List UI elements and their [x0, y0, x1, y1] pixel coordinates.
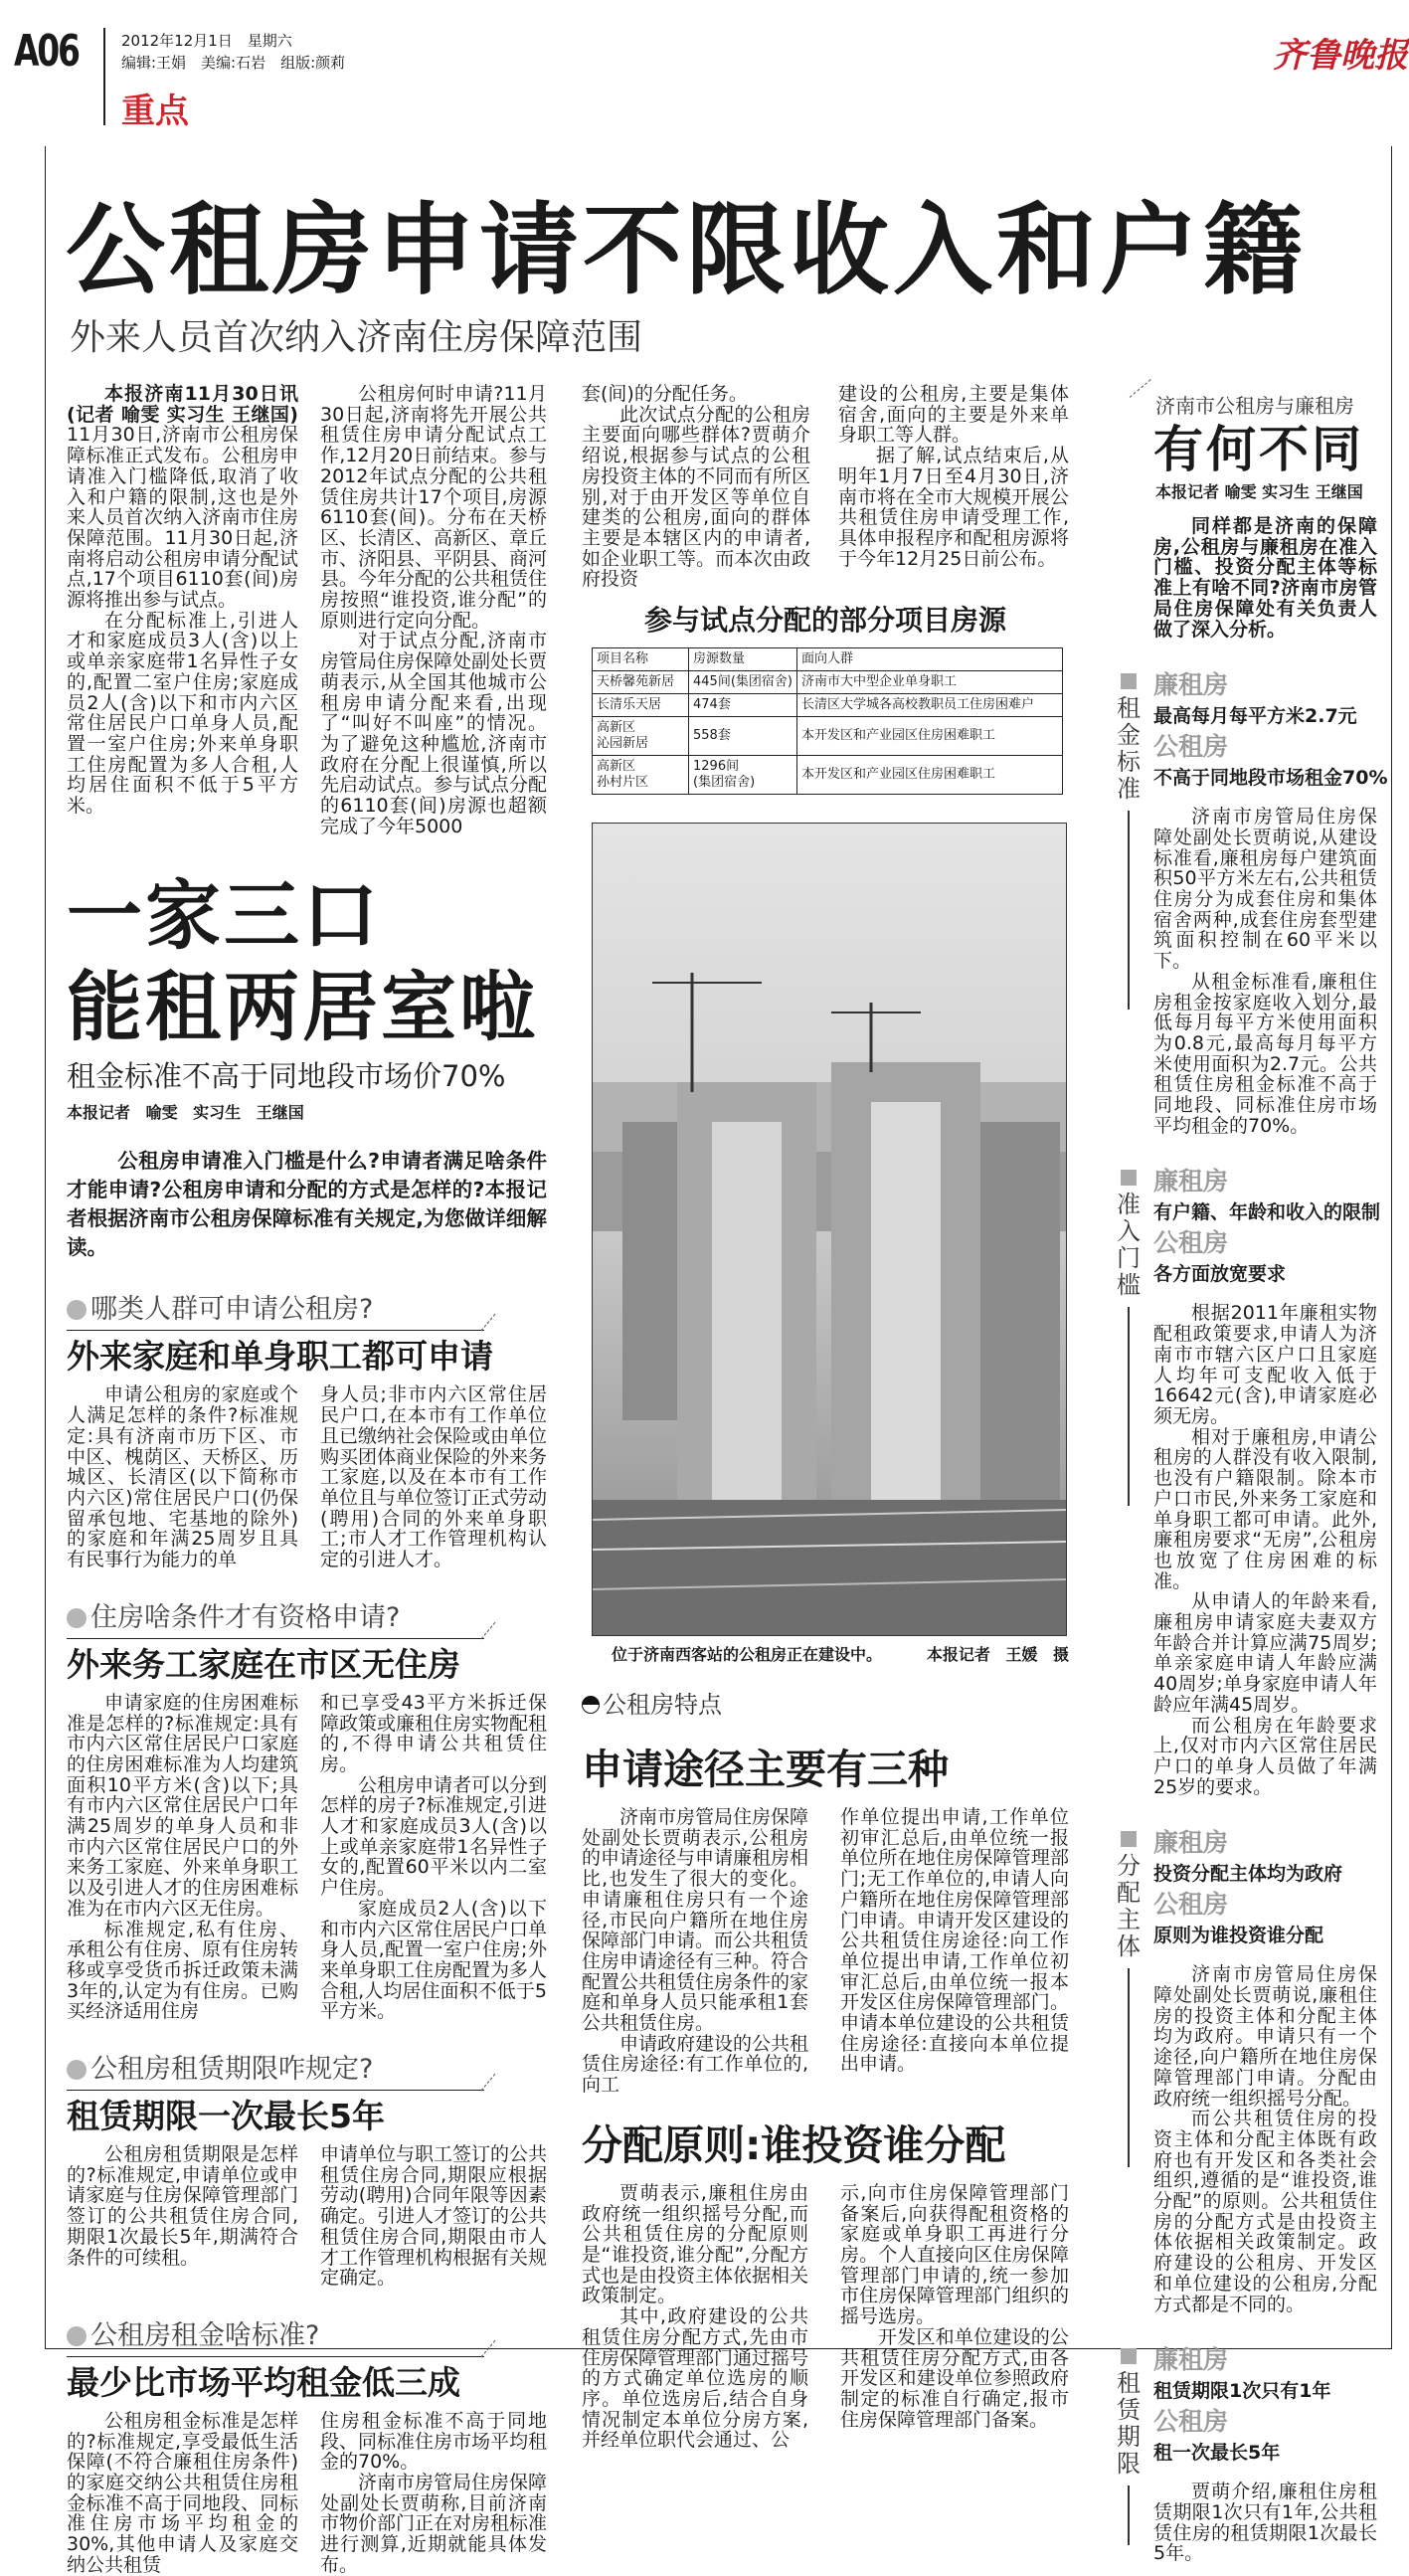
topic-char: 主 — [1117, 1906, 1141, 1934]
question-text: 哪类人群可申请公租房? — [90, 1294, 374, 1326]
slash-decoration — [480, 1622, 496, 1640]
article-paragraph: 标准规定,私有住房、承租公有住房、原有住房转移或享受货币拆迁政策未满3年的,认定为有住房。已购买经济适用住房 — [67, 1918, 298, 2023]
middle-column — [582, 384, 1069, 2451]
guide-header — [67, 870, 547, 1125]
project-name-cell: 高新区 沁园新居 — [593, 717, 689, 756]
section-columns — [67, 1693, 547, 2022]
feature-section — [582, 1744, 1069, 2096]
question-label — [67, 1600, 484, 1639]
gongzu-label: 公租房 — [1153, 1228, 1229, 1258]
housing-projects-table — [592, 647, 1063, 795]
article-paragraph: 根据2011年廉租实物配租政策要求,申请人为济南市市辖六区户口且家庭人均年可支配收入低于16642元(含),申请家庭必须无房。 — [1153, 1302, 1377, 1427]
comparison-body — [1153, 807, 1377, 1136]
feature-heading: 申请途径主要有三种 — [582, 1746, 949, 1794]
gray-square-icon — [1121, 1831, 1137, 1847]
half-circle-icon — [582, 1696, 600, 1714]
feature-col1 — [582, 1807, 808, 2096]
topic-vertical-label — [1114, 2344, 1144, 2564]
gray-square-icon — [1121, 2348, 1137, 2364]
construction-photo — [592, 823, 1067, 1636]
features-label: 公租房特点 — [582, 1690, 1069, 1720]
sidebar-rule — [1128, 1307, 1129, 1506]
topic-char: 租 — [1117, 694, 1141, 723]
photo-caption: 位于济南西客站的公租房正在建设中。 — [612, 1645, 883, 1665]
gongzu-label: 公租房 — [1153, 732, 1229, 762]
section-col1 — [67, 1384, 298, 1569]
main-article-col1 — [67, 384, 298, 817]
sidebar-intro: 同样都是济南的保障房,公租房与廉租房在准入门槛、投资分配主体等标准上有啥不同?济南市房管局住房保障处有关负责人做了深入分析。 — [1153, 515, 1377, 641]
section-col1 — [67, 2144, 298, 2268]
topic-vertical-label — [1114, 669, 1144, 1136]
main-article-col2 — [320, 384, 547, 836]
topic-char: 准 — [1117, 775, 1141, 804]
article-paragraph: 套(间)的分配任务。 — [582, 383, 748, 405]
guide-byline: 本报记者 喻雯 实习生 王继国 — [67, 1103, 304, 1123]
comparison-body — [1153, 2482, 1377, 2564]
guide-section — [67, 1600, 547, 2022]
guide-title-line2: 能租两居室啦 — [67, 963, 538, 1052]
gongzu-label: 公租房 — [1153, 2407, 1229, 2437]
gongzu-point: 租一次最长5年 — [1153, 2442, 1281, 2465]
table-title: 参与试点分配的部分项目房源 — [643, 604, 1006, 638]
article-paragraph: 和已享受43平方米拆迁保障政策或廉租住房实物配租的,不得申请公共租赁住房。 — [320, 1691, 548, 1775]
project-name-cell: 高新区 孙村片区 — [593, 756, 689, 795]
kicker-slash-decoration — [1130, 379, 1151, 398]
feature-col1 — [582, 2183, 808, 2451]
feature-col2 — [840, 2183, 1069, 2430]
topic-char: 期 — [1117, 2423, 1141, 2452]
building-construction-image — [593, 824, 1067, 1636]
article-paragraph: 身人员;非市内六区常住居民户口,在本市有工作单位且已缴纳社会保险或由单位购买团体商业保险的外来务工家庭,以及在本市有工作单位且与单位签订正式劳动(聘用)合同的外来单身职工;市人才工作管理机构认定的引进人才。 — [320, 1383, 548, 1571]
article-paragraph: 作单位提出申请,工作单位初审汇总后,由单位统一报单位所在地住房保障管理部门;无工作单位的,申请人向户籍所在地住房保障管理部门申请。申请开发区建设的公共租赁住房途径:向工作单位提出申请,工作单位初审汇总后,由单位统一报本开发区住房保障管理部门。申请本单位建设的公共租赁住房途径:直接向本单位提出申请。 — [840, 1806, 1069, 2076]
sidebar-rule — [1128, 2485, 1129, 2545]
feature-columns — [582, 1807, 1069, 2096]
main-subhead: 外来人员首次纳入济南住房保障范围 — [70, 317, 643, 358]
article-paragraph: 公租房租赁期限是怎样的?标准规定,申请单位或申请家庭与住房保障管理部门签订的公共租赁住房合同,期限1次最长5年,期满符合条件的可续租。 — [67, 2143, 298, 2269]
feature-section — [582, 2119, 1069, 2451]
feature-heading: 分配原则:谁投资谁分配 — [582, 2120, 1006, 2169]
article-paragraph: 而公租房在年龄要求上,仅对市内六区常住居民户口的单身人员做了年满25岁的要求。 — [1153, 1714, 1377, 1798]
article-paragraph: 贾萌介绍,廉租住房租赁期限1次只有1年,公共租赁住房的租赁期限1次最长5年。 — [1153, 2481, 1377, 2565]
target-group-cell: 本开发区和产业园区住房困难职工 — [797, 756, 1063, 795]
sidebar — [1114, 393, 1388, 2565]
question-label — [67, 2052, 484, 2091]
target-group-cell: 本开发区和产业园区住房困难职工 — [797, 717, 1063, 756]
dateline: 本报济南11月30日讯 (记者 喻雯 实习生 王继国) — [67, 383, 298, 426]
topic-char: 金 — [1117, 721, 1141, 750]
topic-char: 体 — [1117, 1932, 1141, 1961]
guide-subtitle: 租金标准不高于同地段市场价70% — [67, 1059, 506, 1094]
section-col1 — [67, 1693, 298, 2022]
lianzu-label: 廉租房 — [1153, 670, 1229, 700]
section-heading: 外来家庭和单身职工都可申请 — [67, 1337, 493, 1377]
main-article-right-row — [582, 384, 1069, 590]
topic-char: 标 — [1117, 748, 1141, 777]
sidebar-rule — [1128, 811, 1129, 1010]
article-paragraph: 济南市房管局住房保障处副处长贾萌说,从建设标准看,廉租房每户建筑面积50平方米左右,公共租赁住房分为成套住房和集体宿舍两种,成套住房套型建筑面积控制在60平米以下。 — [1153, 806, 1377, 973]
slash-decoration — [480, 1314, 496, 1332]
project-name-cell: 长清乐天居 — [593, 694, 689, 717]
gray-dot-icon — [67, 1608, 87, 1628]
question-text: 公租房租金啥标准? — [90, 2319, 320, 2351]
feature-col2 — [840, 1807, 1069, 2075]
article-paragraph: 公租房申请者可以分到怎样的房子?标准规定,引进人才和家庭成员3人(含)以上或单亲家庭带1名异性子女的,配置60平米以内二室户住房。 — [320, 1773, 548, 1900]
newspaper-logo: 齐鲁晚报 — [1273, 36, 1408, 76]
article-paragraph: 住房租金标准不高于同地段、同标准住房市场平均租金的70%。 — [320, 2409, 548, 2474]
comparison-section — [1114, 1827, 1382, 2314]
topic-char: 槛 — [1117, 1271, 1141, 1300]
article-paragraph: 建设的公租房,主要是集体宿舍,面向的主要是外来单身职工等人群。 — [838, 383, 1069, 447]
sidebar-byline: 本报记者 喻雯 实习生 王继国 — [1155, 482, 1363, 501]
topic-char: 租 — [1117, 2369, 1141, 2398]
main-article-left-row — [67, 384, 547, 836]
article-paragraph: 其中,政府建设的公共租赁住房分配方式,先由市住房保障管理部门通过摇号的方式确定单位选房的顺序。单位选房后,结合自身情况制定本单位分房方案,并经单位职代会通过、公 — [582, 2305, 809, 2452]
gray-square-icon — [1121, 1170, 1137, 1186]
table-row — [593, 756, 1063, 795]
guide-section — [67, 1292, 547, 1569]
photo-credit: 本报记者 王媛 摄 — [926, 1645, 1069, 1665]
comparison-section — [1114, 669, 1388, 1137]
article-paragraph: 对于试点分配,济南市房管局住房保障处副处长贾萌表示,从全国其他城市公租房申请分配来看,出现了“叫好不叫座”的情况。为了避免这种尴尬,济南市政府在分配上很谨慎,所以先启动试点。参与试点分配的6110套(间)房源也超额完成了今年5000 — [320, 630, 548, 837]
header-meta — [121, 30, 345, 74]
lianzu-label: 廉租房 — [1153, 1167, 1229, 1196]
guide-intro: 公租房申请准入门槛是什么?申请者满足啥条件才能申请?公租房申请和分配的方式是怎样的?本报记者根据济南市公租房保障标准有关规定,为您做详细解读。 — [67, 1149, 547, 1260]
lianzu-label: 廉租房 — [1153, 1828, 1229, 1858]
lianzu-point: 有户籍、年龄和收入的限制 — [1153, 1201, 1381, 1224]
unit-count-cell: 1296间 (集团宿舍) — [689, 756, 797, 795]
topic-char: 分 — [1117, 1852, 1141, 1881]
page-number: A06 — [14, 26, 79, 77]
guide-section — [67, 2318, 547, 2576]
article-paragraph: 而公共租赁住房的投资主体和分配主体既有政府也有开发区和各类社会组织,遵循的是“谁投资,谁分配”的原则。公共租赁住房的分配方式是由投资主体依据相关政策制定。政府建设的公租房、开发区和单位建设的公租房,分配方式都是不同的。 — [1153, 2108, 1377, 2315]
guide-section — [67, 2052, 547, 2289]
section-heading: 最少比市场平均租金低三成 — [67, 2362, 460, 2402]
article-paragraph: 公租房租金标准是怎样的?标准规定,享受最低生活保障(不符合廉租住房条件)的家庭交纳公共租赁住房租金标准不高于同地段、同标准住房市场平均租金的30%,其他申请人及家庭交纳公共租赁 — [67, 2409, 298, 2576]
main-headline: 公租房申请不限收入和户籍 — [66, 192, 1307, 308]
question-text: 住房啥条件才有资格申请? — [90, 1601, 401, 1633]
table-header-row — [593, 648, 1063, 671]
target-group-cell: 济南市大中型企业单身职工 — [797, 671, 1063, 694]
article-paragraph: 申请家庭的住房困难标准是怎样的?标准规定:具有市内六区常住居民户口家庭的住房困难标准为人均建筑面积10平方米(含)以下;具有市内六区常住居民户口年满25周岁的单身人员和非市内六区常住居民户口的外来务工家庭、外来单身职工以及引进人才的住房困难标准为在市内六区无住房。 — [67, 1691, 298, 1920]
article-paragraph: 申请公租房的家庭或个人满足怎样的条件?标准规定:具有济南市历下区、市中区、槐荫区、天桥区、历城区、长清区(以下简称市内六区)常住居民户口(仍保留承包地、宅基地的除外)的家庭和年满25周岁且具有民事行为能力的单 — [67, 1383, 298, 1571]
comparison-section — [1114, 2344, 1382, 2564]
gongzu-point: 各方面放宽要求 — [1153, 1263, 1287, 1286]
section-columns — [67, 2411, 547, 2576]
comparison-content — [1153, 1166, 1381, 1798]
sidebar-title: 有何不同 — [1153, 421, 1364, 478]
comparison-section — [1114, 1166, 1382, 1797]
comparison-content — [1153, 669, 1388, 1137]
article-paragraph: 济南市房管局住房保障处副处长贾萌称,目前济南市物价部门正在对房租标准进行测算,近期就能具体发布。 — [320, 2472, 548, 2576]
guide-sections — [67, 1292, 547, 2575]
unit-count-cell: 445间(集团宿舍) — [689, 671, 797, 694]
gray-dot-icon — [67, 1300, 87, 1320]
issue-date: 2012年12月1日 星期六 — [121, 32, 292, 50]
header-divider — [103, 28, 105, 125]
table-row — [593, 694, 1063, 717]
section-heading: 租赁期限一次最长5年 — [67, 2097, 385, 2136]
article-paragraph: 从申请人的年龄来看,廉租房申请家庭夫妻双方年龄合并计算应满75周岁;单亲家庭申请人年龄应满40周岁;单身家庭申请人年龄应年满45周岁。 — [1153, 1590, 1377, 1716]
feature-sections — [582, 1744, 1069, 2451]
photo-caption-row — [612, 1644, 1069, 1666]
left-column — [67, 384, 547, 2576]
article-paragraph: 申请单位与职工签订的公共租赁住房合同,期限应根据劳动(聘用)合同年限等因素确定。引进人才签订的公共租赁住房合同,期限由市人才工作管理机构根据有关规定确定。 — [320, 2143, 548, 2290]
table-row — [593, 671, 1063, 694]
gongzu-point: 原则为谁投资谁分配 — [1153, 1925, 1324, 1947]
article-paragraph: 本报济南11月30日讯 (记者 喻雯 实习生 王继国) 11月30日,济南市公租房保障标准正式发布。公租房申请准入门槛降低,取消了收入和户籍的限制,这也是外来人员首次纳入济南市住房保障范围。11月30日起,济南将启动公租房申请分配试点,17个项目6110套(间)房源将推出参与试点。 — [67, 383, 298, 612]
gray-square-icon — [1121, 673, 1137, 689]
unit-count-cell: 474套 — [689, 694, 797, 717]
lianzu-point: 投资分配主体均为政府 — [1153, 1863, 1343, 1886]
table-row — [593, 717, 1063, 756]
column-header: 面向人群 — [797, 648, 1063, 671]
topic-char: 限 — [1117, 2450, 1141, 2479]
sidebar-kicker-row — [1114, 393, 1382, 419]
topic-char: 赁 — [1117, 2396, 1141, 2425]
lianzu-point: 最高每月每平方米2.7元 — [1153, 705, 1357, 728]
section-columns — [67, 2144, 547, 2289]
section-tag: 重点 — [121, 92, 189, 131]
main-article-col4 — [838, 384, 1069, 569]
column-header: 房源数量 — [689, 648, 797, 671]
gongzu-label: 公租房 — [1153, 1890, 1229, 1920]
section-col2 — [320, 1693, 547, 2022]
gray-dot-icon — [67, 2326, 87, 2346]
sidebar-rule — [1128, 1968, 1129, 2167]
topic-vertical-label — [1114, 1827, 1144, 2314]
topic-vertical-label — [1114, 1166, 1144, 1797]
topic-char: 入 — [1117, 1217, 1141, 1246]
section-columns — [67, 1384, 547, 1569]
unit-count-cell: 558套 — [689, 717, 797, 756]
question-text: 公租房租赁期限咋规定? — [90, 2054, 374, 2086]
lianzu-point: 租赁期限1次只有1年 — [1153, 2380, 1331, 2403]
comparison-content — [1153, 1827, 1377, 2314]
project-name-cell: 天桥馨苑新居 — [593, 671, 689, 694]
topic-char: 准 — [1117, 1191, 1141, 1219]
feature-columns — [582, 2183, 1069, 2451]
editor-credits: 编辑:王娟 美编:石岩 组版:颜莉 — [121, 54, 346, 72]
article-paragraph: 济南市房管局住房保障处副处长贾萌表示,公租房的申请途径与申请廉租房相比,也发生了很大的变化。申请廉租住房只有一个途径,市民向户籍所在地住房保障部门申请。而公共租赁住房申请途径有三种。符合配置公共租赁住房条件的家庭和单身人员只能承租1套公共租赁住房。 — [582, 1806, 809, 2035]
article-paragraph: 据了解,试点结束后,从明年1月7日至4月30日,济南市将在全市大规模开展公共租赁住房申请受理工作,具体申报程序和配租房源将于今年12月25日前公布。 — [838, 445, 1069, 570]
lianzu-label: 廉租房 — [1153, 2345, 1229, 2375]
article-paragraph: 家庭成员2人(含)以下和市内六区常住居民户口单身人员,配置一室户住房;外来单身职工住房配置为多人合租,人均居住面积不低于5平方米。 — [320, 1897, 548, 2023]
sidebar-kicker: 济南市公租房与廉租房 — [1155, 394, 1354, 418]
article-paragraph: 公租房何时申请?11月30日起,济南将先开展公共租赁住房申请分配试点工作,12月20日前结束。参与2012年试点分配的公共租赁住房共计17个项目,房源6110套(间)。分布在天桥区、长清区、高新区、章丘市、济阳县、平阴县、商河县。今年分配的公共租赁住房按照“谁投资,谁分配”的原则进行定向分配。 — [320, 383, 548, 632]
question-label — [67, 1292, 484, 1331]
article-paragraph: 申请政府建设的公共租赁住房途径:有工作单位的,向工 — [582, 2032, 809, 2097]
topic-char: 配 — [1117, 1879, 1141, 1908]
section-heading: 外来务工家庭在市区无住房 — [67, 1644, 460, 1684]
target-group-cell: 长清区大学城各高校教职员工住房困难户 — [797, 694, 1063, 717]
comparison-content — [1153, 2344, 1377, 2564]
comparison-body — [1153, 1964, 1377, 2314]
guide-title-line1: 一家三口 — [67, 871, 381, 961]
article-paragraph: 济南市房管局住房保障处副处长贾萌说,廉租住房的投资主体和分配主体均为政府。申请只有一个途径,向户籍所在地住房保障管理部门申请。分配由政府统一组织摇号分配。 — [1153, 1963, 1377, 2110]
section-col2 — [320, 2411, 547, 2576]
article-paragraph: 开发区和单位建设的公共租赁住房分配方式,由各开发区和建设单位参照政府制定的标准自行确定,报市住房保障管理部门备案。 — [840, 2325, 1069, 2431]
gongzu-point: 不高于同地段市场租金70% — [1153, 767, 1388, 790]
question-label — [67, 2318, 484, 2357]
main-article-col3 — [582, 384, 810, 590]
section-col2 — [320, 1384, 547, 1569]
sidebar-sections — [1114, 669, 1388, 2565]
article-paragraph: 从租金标准看,廉租住房租金按家庭收入划分,最低每月每平方米使用面积为0.8元,最高每月每平方米使用面积为2.7元。公共租赁住房租金标准不高于同地段、同标准住房市场平均租金的70%。 — [1153, 970, 1377, 1137]
slash-decoration — [480, 2340, 496, 2358]
section-col1 — [67, 2411, 298, 2576]
topic-char: 门 — [1117, 1244, 1141, 1273]
article-paragraph: 相对于廉租房,申请公租房的人群没有收入限制,也没有户籍限制。除本市户口市民,外来务工家庭和单身职工都可申请。此外,廉租房要求“无房”,公租房也放宽了住房困难的标准。 — [1153, 1425, 1377, 1592]
column-header: 项目名称 — [593, 648, 689, 671]
section-col2 — [320, 2144, 547, 2289]
article-paragraph: 此次试点分配的公租房主要面向哪些群体?贾萌介绍说,根据参与试点的公租房投资主体的不同而有所区别,对于由开发区等单位自建类的公租房,面向的群体主要是本辖区内的申请者,如企业职工等。而本次由政府投资 — [582, 403, 810, 591]
comparison-body — [1153, 1303, 1377, 1797]
gray-dot-icon — [67, 2060, 87, 2080]
article-paragraph: 在分配标准上,引进人才和家庭成员3人(含)以上或单亲家庭带1名异性子女的,配置二室户住房;家庭成员2人(含)以下和市内六区常住居民户口单身人员,配置一室户住房;外来单身职工住房配置为多人合租,人均居住面积不低于5平方米。 — [67, 609, 298, 818]
slash-decoration — [480, 2074, 496, 2092]
article-paragraph: 贾萌表示,廉租住房由政府统一组织摇号分配,而公共租赁住房的分配原则是“谁投资,谁分配”,分配方式也是由投资主体依据相关政策制定。 — [582, 2181, 809, 2307]
article-paragraph: 示,向市住房保障管理部门备案后,向获得配租资格的家庭或单身职工再进行分房。个人直接向区住房保障管理部门申请的,统一参加市住房保障管理部门组织的摇号选房。 — [840, 2181, 1069, 2328]
